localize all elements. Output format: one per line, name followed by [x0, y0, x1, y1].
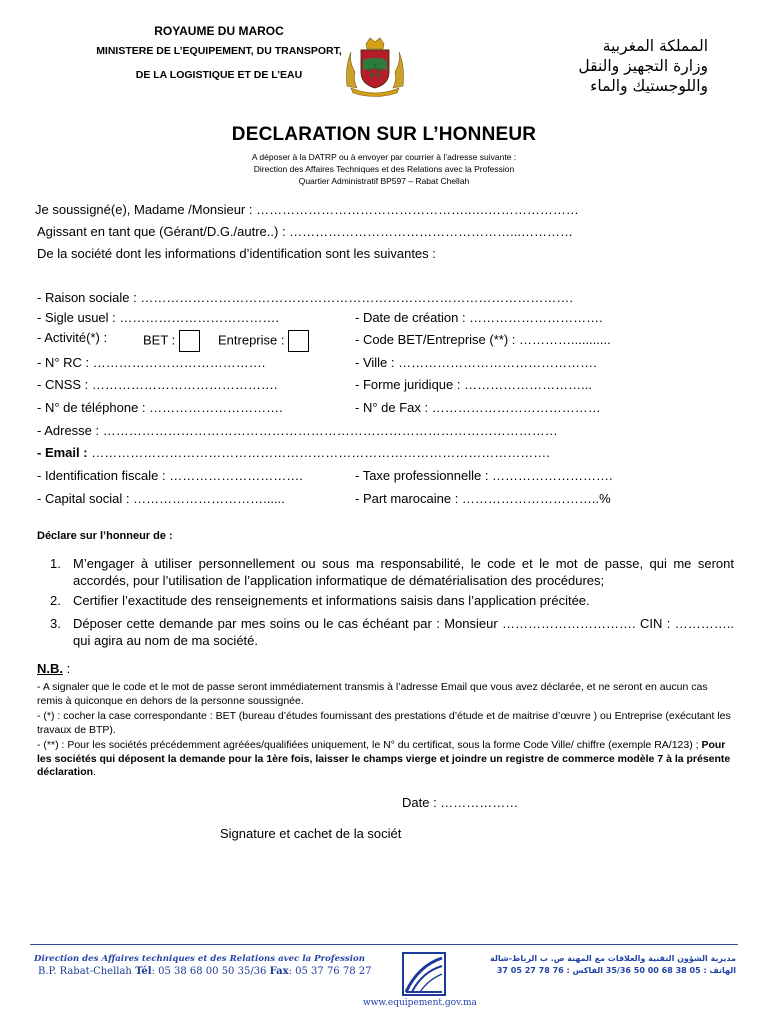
entreprise-checkbox[interactable]	[288, 330, 309, 352]
subtitle-line3: Quartier Administratif BP597 – Rabat Chellah	[298, 176, 470, 186]
entreprise-label: Entreprise :	[218, 332, 285, 348]
sigle-usuel-field[interactable]: - Sigle usuel : ……………………………….	[37, 310, 279, 325]
signature-label: Signature et cachet de la sociét	[220, 826, 402, 841]
footer-direction-name: Direction des Affaires techniques et des Relations avec la Profession	[34, 954, 365, 964]
kingdom-name: ROYAUME DU MAROC	[154, 24, 284, 38]
nb-paragraph-2: - (*) : cocher la case correspondante : BET (bureau d’études fournissant des prestations d’étude et de maitrise d’œuvre ) ou Entreprise (exécutant les travaux de BTP).	[37, 710, 731, 736]
footer-tel-label: Tél	[135, 966, 152, 977]
bet-checkbox[interactable]	[179, 330, 200, 352]
footer-tel: : 05 38 68 00 50 35/36	[151, 966, 270, 977]
item-number: 2.	[50, 593, 61, 608]
signatory-role-field[interactable]: Agissant en tant que (Gérant/D.G./autre..) : ……………………………………………...…………	[37, 224, 574, 239]
footer-direction-arabic: مديرية الشؤون التقنية والعلاقات مع المهنة ص. ب الرباط-شالة	[490, 954, 736, 963]
item-number: 3.	[50, 616, 61, 631]
declaration-heading: Déclare sur l’honneur de :	[37, 530, 173, 542]
declaration-item-3	[50, 615, 734, 649]
nb-paragraph-1: - A signaler que le code et le mot de passe seront immédiatement transmis à l’adresse Email que vous avez déclarée, et ne seront en aucun cas remis à quiconque en dehors de la personne soussignée.	[37, 681, 708, 707]
document-title: DECLARATION SUR L’HONNEUR	[231, 124, 537, 145]
telephone-field[interactable]: - N° de téléphone : ………………………….	[37, 400, 283, 415]
email-field[interactable]	[37, 445, 550, 460]
bet-option	[143, 330, 200, 352]
email-label: - Email :	[37, 445, 88, 460]
footer-divider	[30, 944, 738, 945]
activite-row	[37, 330, 107, 345]
bet-label: BET :	[143, 332, 176, 348]
ministry-name-arabic-line2: واللوجستيك والماء	[590, 77, 708, 95]
ministry-logo-icon	[402, 952, 446, 996]
email-dots: …………………………………………………………………………………………….	[87, 445, 550, 460]
code-bet-field[interactable]: - Code BET/Entreprise (**) : …………...........	[355, 332, 611, 347]
kingdom-name-arabic: المملكة المغربية	[602, 37, 708, 55]
adresse-field[interactable]: - Adresse : ……………………………………………………………………………………………	[37, 423, 558, 438]
footer-contact	[38, 966, 371, 977]
cnss-field[interactable]: - CNSS : …………………………………….	[37, 377, 278, 392]
header-arabic	[478, 36, 708, 96]
date-creation-field[interactable]: - Date de création : ………………………….	[355, 310, 603, 325]
item-text: Certifier l’exactitude des renseignements et informations saisis dans l’application précitée.	[73, 593, 590, 608]
entreprise-option	[218, 330, 309, 352]
ville-field[interactable]: - Ville : ……………………………………….	[355, 355, 597, 370]
part-marocaine-field[interactable]: - Part marocaine : …………………………..%	[355, 491, 611, 506]
declaration-item-2	[50, 592, 734, 609]
header-french	[60, 22, 378, 83]
intro-text: De la société dont les informations d’identification sont les suivantes :	[37, 246, 436, 261]
declaration-item-1	[50, 555, 734, 589]
subtitle-line2: Direction des Affaires Techniques et des Relations avec la Profession	[253, 164, 515, 174]
nb-title: N.B.	[37, 661, 63, 676]
raison-sociale-field[interactable]: - Raison sociale : ……………………………………………………………………………………….	[37, 290, 573, 305]
ministry-name-arabic-line1: وزارة التجهيز والنقل	[578, 57, 708, 75]
nb-colon: :	[63, 661, 71, 676]
taxe-professionnelle-field[interactable]: - Taxe professionnelle : ……………………….	[355, 468, 613, 483]
ministry-name-line2: DE LA LOGISTIQUE ET DE L’EAU	[135, 68, 303, 81]
subtitle-line1: A déposer à la DATRP ou à envoyer par courrier à l’adresse suivante :	[251, 152, 517, 162]
date-field[interactable]: Date : ………………	[402, 795, 519, 810]
capital-social-field[interactable]: - Capital social : …………………………......	[37, 491, 285, 506]
footer-bp: B.P. Rabat-Chellah	[38, 966, 136, 977]
fax-field[interactable]: - N° de Fax : …………………………………	[355, 400, 601, 415]
forme-juridique-field[interactable]: - Forme juridique : ………………………...	[355, 377, 592, 392]
identification-fiscale-field[interactable]: - Identification fiscale : ………………………….	[37, 468, 303, 483]
nb-paragraph-3	[37, 739, 733, 780]
footer-website-link[interactable]: www.equipement.gov.ma	[363, 998, 477, 1008]
item-text: M’engager à utiliser personnellement ou sous ma responsabilité, le code et le mot de passe, qui me seront accordés, pour l’utilisation de l’application informatique de dématérialisation des procédures;	[73, 556, 734, 588]
ministry-name-line1: MINISTERE DE L’EQUIPEMENT, DU TRANSPORT,	[96, 44, 342, 57]
royal-emblem-icon	[343, 36, 407, 98]
nb-paragraph-3-end: .	[93, 766, 96, 778]
footer-fax: : 05 37 76 78 27	[288, 966, 372, 977]
footer-contact-arabic: الهاتف : 05 38 68 00 50 35/36 الفاكس : 76 78 27 05 37	[496, 966, 736, 975]
item-number: 1.	[50, 556, 61, 571]
nb-heading	[37, 661, 70, 676]
signatory-name-field[interactable]: Je soussigné(e), Madame /Monsieur : …………………………………………..….…………………	[35, 202, 579, 217]
nb-paragraph-3-bold: Pour les sociétés qui déposent la demande pour la 1ère fois, laisser le champs vierge et joindre un registre de commerce modèle 7 à la présente déclaration	[37, 739, 731, 778]
rc-number-field[interactable]: - N° RC : ………………………………….	[37, 355, 266, 370]
activite-label: - Activité(*) :	[37, 330, 108, 345]
item-text: Déposer cette demande par mes soins ou le cas échéant par : Monsieur …………………………. CIN : ………….. qui agira au nom de ma société.	[73, 616, 734, 648]
footer-fax-label: Fax	[269, 966, 289, 977]
nb-paragraph-3-part-a: - (**) : Pour les sociétés précédemment agréées/qualifiées uniquement, le N° du certificat, sous la forme Code Ville/ chiffre (exemple RA/123) ;	[37, 739, 699, 751]
